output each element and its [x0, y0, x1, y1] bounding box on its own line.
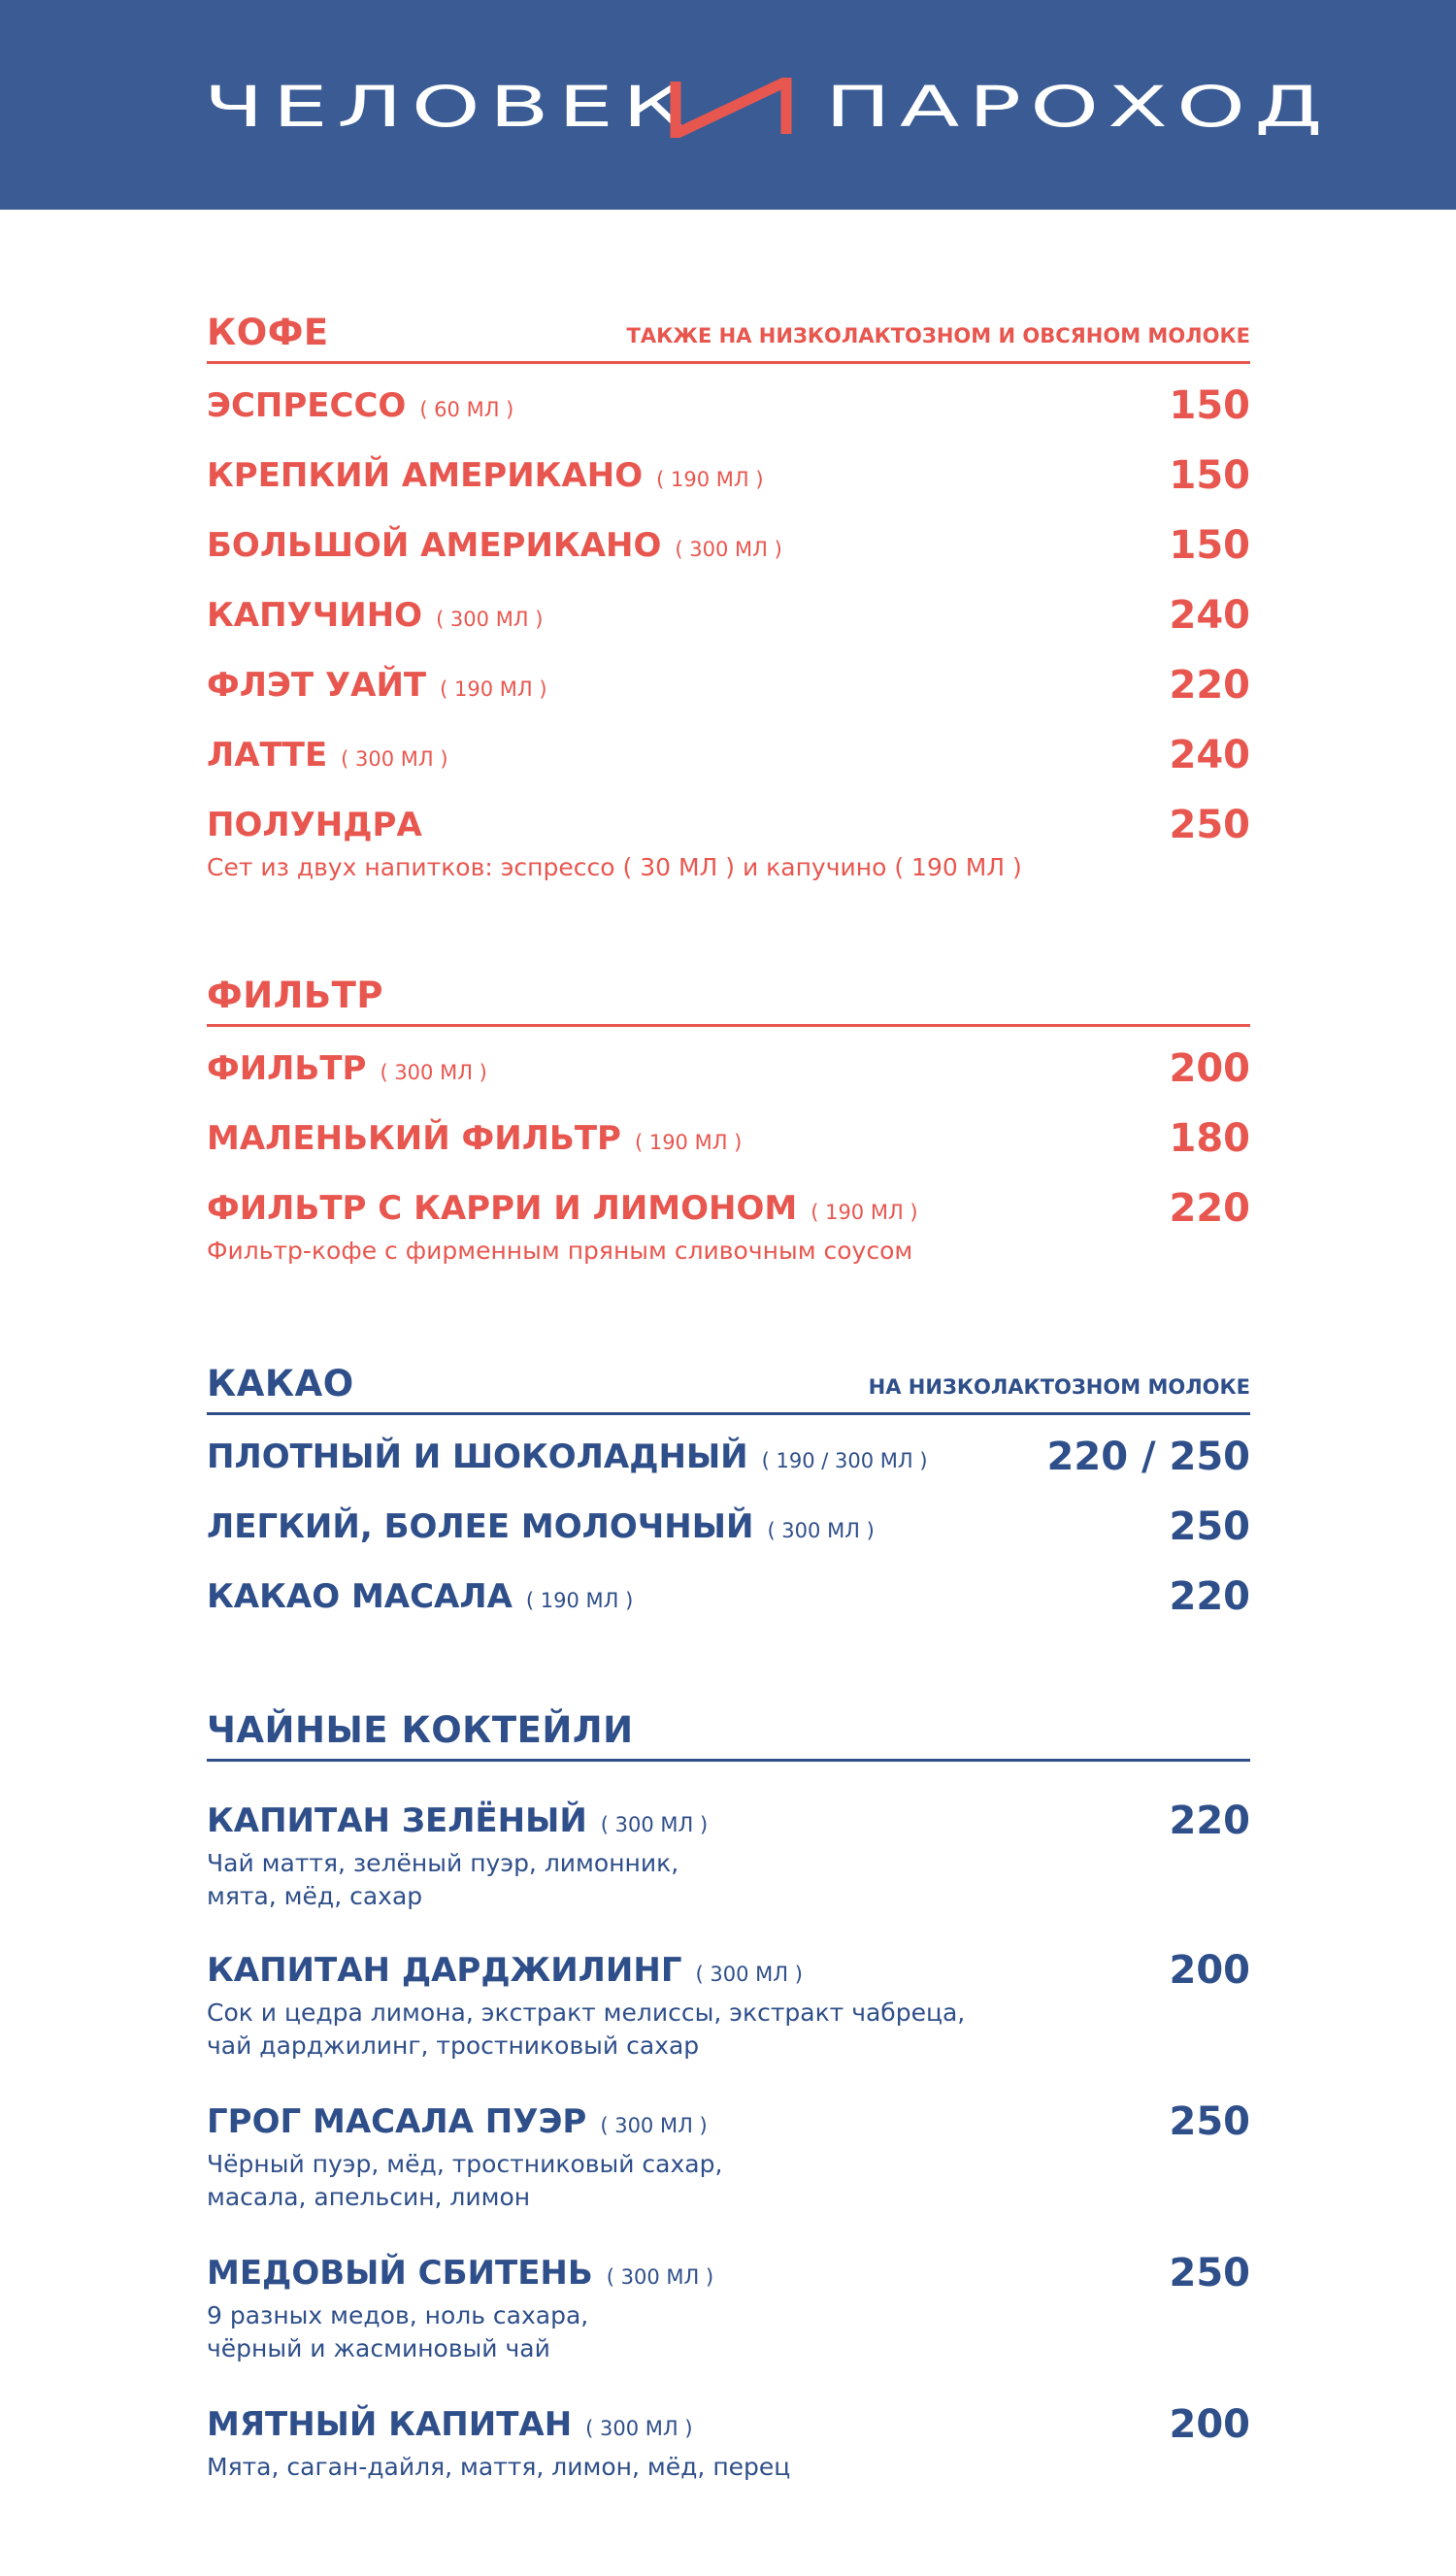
menu-item [207, 1113, 1250, 1164]
menu-section [207, 303, 1250, 881]
menu-item [207, 1571, 1250, 1622]
menu-item [207, 1183, 1250, 1267]
menu-section [207, 1701, 1250, 2481]
item-price: 250 [1169, 803, 1250, 847]
menu-item [207, 2399, 1250, 2483]
item-name: КАПИТАН ЗЕЛЁНЫЙ [207, 1801, 587, 1840]
section-header [207, 966, 1250, 1027]
item-name: ФИЛЬТР С КАРРИ И ЛИМОНОМ [207, 1189, 798, 1228]
item-price: 220 [1169, 1799, 1250, 1843]
section-note: ТАКЖЕ НА НИЗКОЛАКТОЗНОМ И ОВСЯНОМ МОЛОКЕ [626, 324, 1250, 347]
item-name: ЭСПРЕССО [207, 386, 407, 425]
item-description: Сок и цедра лимона, экстракт мелиссы, экстракт чабреца, [207, 1998, 966, 2027]
item-price: 200 [1169, 2402, 1250, 2447]
menu-item-line [207, 1571, 1250, 1622]
menu-section [207, 1354, 1250, 1619]
menu-item-line [207, 450, 1250, 501]
item-name: ЛЕГКИЙ, БОЛЕЕ МОЛОЧНЫЙ [207, 1507, 754, 1546]
item-volume: ( 300 МЛ ) [600, 1813, 709, 1836]
menu-item-line [207, 2399, 1250, 2450]
item-volume: ( 190 МЛ ) [440, 677, 547, 701]
item-price: 240 [1169, 733, 1250, 777]
item-description: Чай маття, зелёный пуэр, лимонник, [207, 1849, 679, 1877]
item-description: масала, апельсин, лимон [207, 2183, 531, 2211]
item-name: БОЛЬШОЙ АМЕРИКАНО [207, 526, 662, 565]
menu-item [207, 450, 1250, 501]
item-price: 200 [1169, 1046, 1250, 1091]
menu-item [207, 660, 1250, 710]
menu-item-line [207, 1113, 1250, 1164]
item-price: 220 / 250 [1046, 1435, 1250, 1479]
menu-item [207, 1502, 1250, 1552]
item-volume: ( 300 МЛ ) [767, 1519, 875, 1542]
item-price: 250 [1169, 1504, 1250, 1549]
section-note: НА НИЗКОЛАКТОЗНОМ МОЛОКЕ [868, 1375, 1250, 1399]
item-price: 180 [1169, 1116, 1250, 1161]
section-title: ФИЛЬТР [207, 974, 383, 1016]
section-header [207, 303, 1250, 364]
menu-item-line [207, 520, 1250, 571]
menu-item [207, 730, 1250, 780]
item-price: 150 [1169, 453, 1250, 498]
item-price: 220 [1169, 1574, 1250, 1619]
menu-item-line [207, 1432, 1250, 1482]
item-name: КАПИТАН ДАРДЖИЛИНГ [207, 1951, 682, 1990]
item-price: 250 [1169, 2099, 1250, 2144]
menu-item [207, 590, 1250, 641]
item-volume: ( 300 МЛ ) [600, 2114, 708, 2137]
menu-item-line [207, 660, 1250, 710]
menu-item-line [207, 2248, 1250, 2298]
item-description: чай дарджилинг, тростниковый сахар [207, 2031, 700, 2060]
item-volume: ( 300 МЛ ) [675, 538, 782, 561]
menu-item-line [207, 800, 1250, 850]
menu-item [207, 1796, 1250, 1912]
item-name: ЛАТТЕ [207, 736, 328, 775]
item-name: МЯТНЫЙ КАПИТАН [207, 2405, 573, 2444]
item-name: КАКАО МАСАЛА [207, 1577, 513, 1616]
item-volume: ( 60 МЛ ) [419, 398, 514, 421]
menu-item [207, 1043, 1250, 1094]
item-name: КАПУЧИНО [207, 596, 423, 635]
menu-item-line [207, 380, 1250, 431]
menu-item [207, 1432, 1250, 1482]
item-description: мята, мёд, сахар [207, 1882, 423, 1910]
section-title: КАКАО [207, 1363, 354, 1404]
item-volume: ( 190 / 300 МЛ ) [761, 1449, 928, 1472]
item-name: МАЛЕНЬКИЙ ФИЛЬТР [207, 1119, 621, 1158]
item-name: ПЛОТНЫЙ И ШОКОЛАДНЫЙ [207, 1437, 748, 1476]
item-price: 200 [1169, 1948, 1250, 1993]
item-description: Чёрный пуэр, мёд, тростниковый сахар, [207, 2150, 723, 2178]
brand-word-2: ПАРОХОД [825, 74, 1332, 140]
section-title: ЧАЙНЫЕ КОКТЕЙЛИ [207, 1709, 634, 1751]
section-header [207, 1354, 1250, 1415]
menu-item-line [207, 1043, 1250, 1094]
item-name: ФЛЭТ УАЙТ [207, 666, 427, 705]
item-price: 220 [1169, 663, 1250, 708]
item-volume: ( 300 МЛ ) [695, 1963, 803, 1986]
item-volume: ( 190 МЛ ) [525, 1589, 634, 1612]
item-volume: ( 300 МЛ ) [380, 1061, 487, 1084]
menu-item [207, 380, 1250, 431]
item-description: чёрный и жасминовый чай [207, 2334, 550, 2362]
item-volume: ( 300 МЛ ) [585, 2417, 693, 2440]
item-description: 9 разных медов, ноль сахара, [207, 2301, 589, 2329]
menu-item [207, 520, 1250, 571]
item-volume: ( 300 МЛ ) [341, 747, 448, 771]
item-name: ГРОГ МАСАЛА ПУЭР [207, 2102, 587, 2141]
menu-item-line [207, 1502, 1250, 1552]
item-description: Сет из двух напитков: эспрессо ( 30 МЛ ) и капучино ( 190 МЛ ) [207, 853, 1022, 881]
menu-item-line [207, 1945, 1250, 1996]
menu-item [207, 800, 1250, 883]
item-name: МЕДОВЫЙ СБИТЕНЬ [207, 2254, 593, 2293]
item-name: КРЕПКИЙ АМЕРИКАНО [207, 456, 644, 495]
item-description: Фильтр-кофе с фирменным пряным сливочным соусом [207, 1237, 913, 1265]
item-description: Мята, саган-дайля, маття, лимон, мёд, перец [207, 2453, 791, 2481]
item-price: 240 [1169, 593, 1250, 638]
item-volume: ( 300 МЛ ) [606, 2265, 714, 2289]
menu-item-line [207, 730, 1250, 780]
menu-item [207, 1945, 1250, 2062]
item-name: ФИЛЬТР [207, 1049, 367, 1088]
section-header [207, 1701, 1250, 1762]
section-title: КОФЕ [207, 312, 329, 353]
item-volume: ( 190 МЛ ) [811, 1201, 918, 1224]
item-volume: ( 190 МЛ ) [634, 1131, 743, 1154]
menu-item-line [207, 1796, 1250, 1846]
item-volume: ( 190 МЛ ) [656, 468, 764, 491]
brand-word-1: ЧЕЛОВЕК [204, 74, 694, 140]
item-volume: ( 300 МЛ ) [436, 608, 544, 631]
menu-item [207, 2248, 1250, 2364]
item-price: 250 [1169, 2251, 1250, 2295]
menu-item-line [207, 2097, 1250, 2147]
item-price: 150 [1169, 383, 1250, 428]
menu-section [207, 966, 1250, 1265]
menu-item-line [207, 1183, 1250, 1234]
item-name: ПОЛУНДРА [207, 806, 422, 844]
menu-item-line [207, 590, 1250, 641]
menu-item [207, 2097, 1250, 2213]
item-price: 150 [1169, 523, 1250, 568]
item-price: 220 [1169, 1186, 1250, 1231]
